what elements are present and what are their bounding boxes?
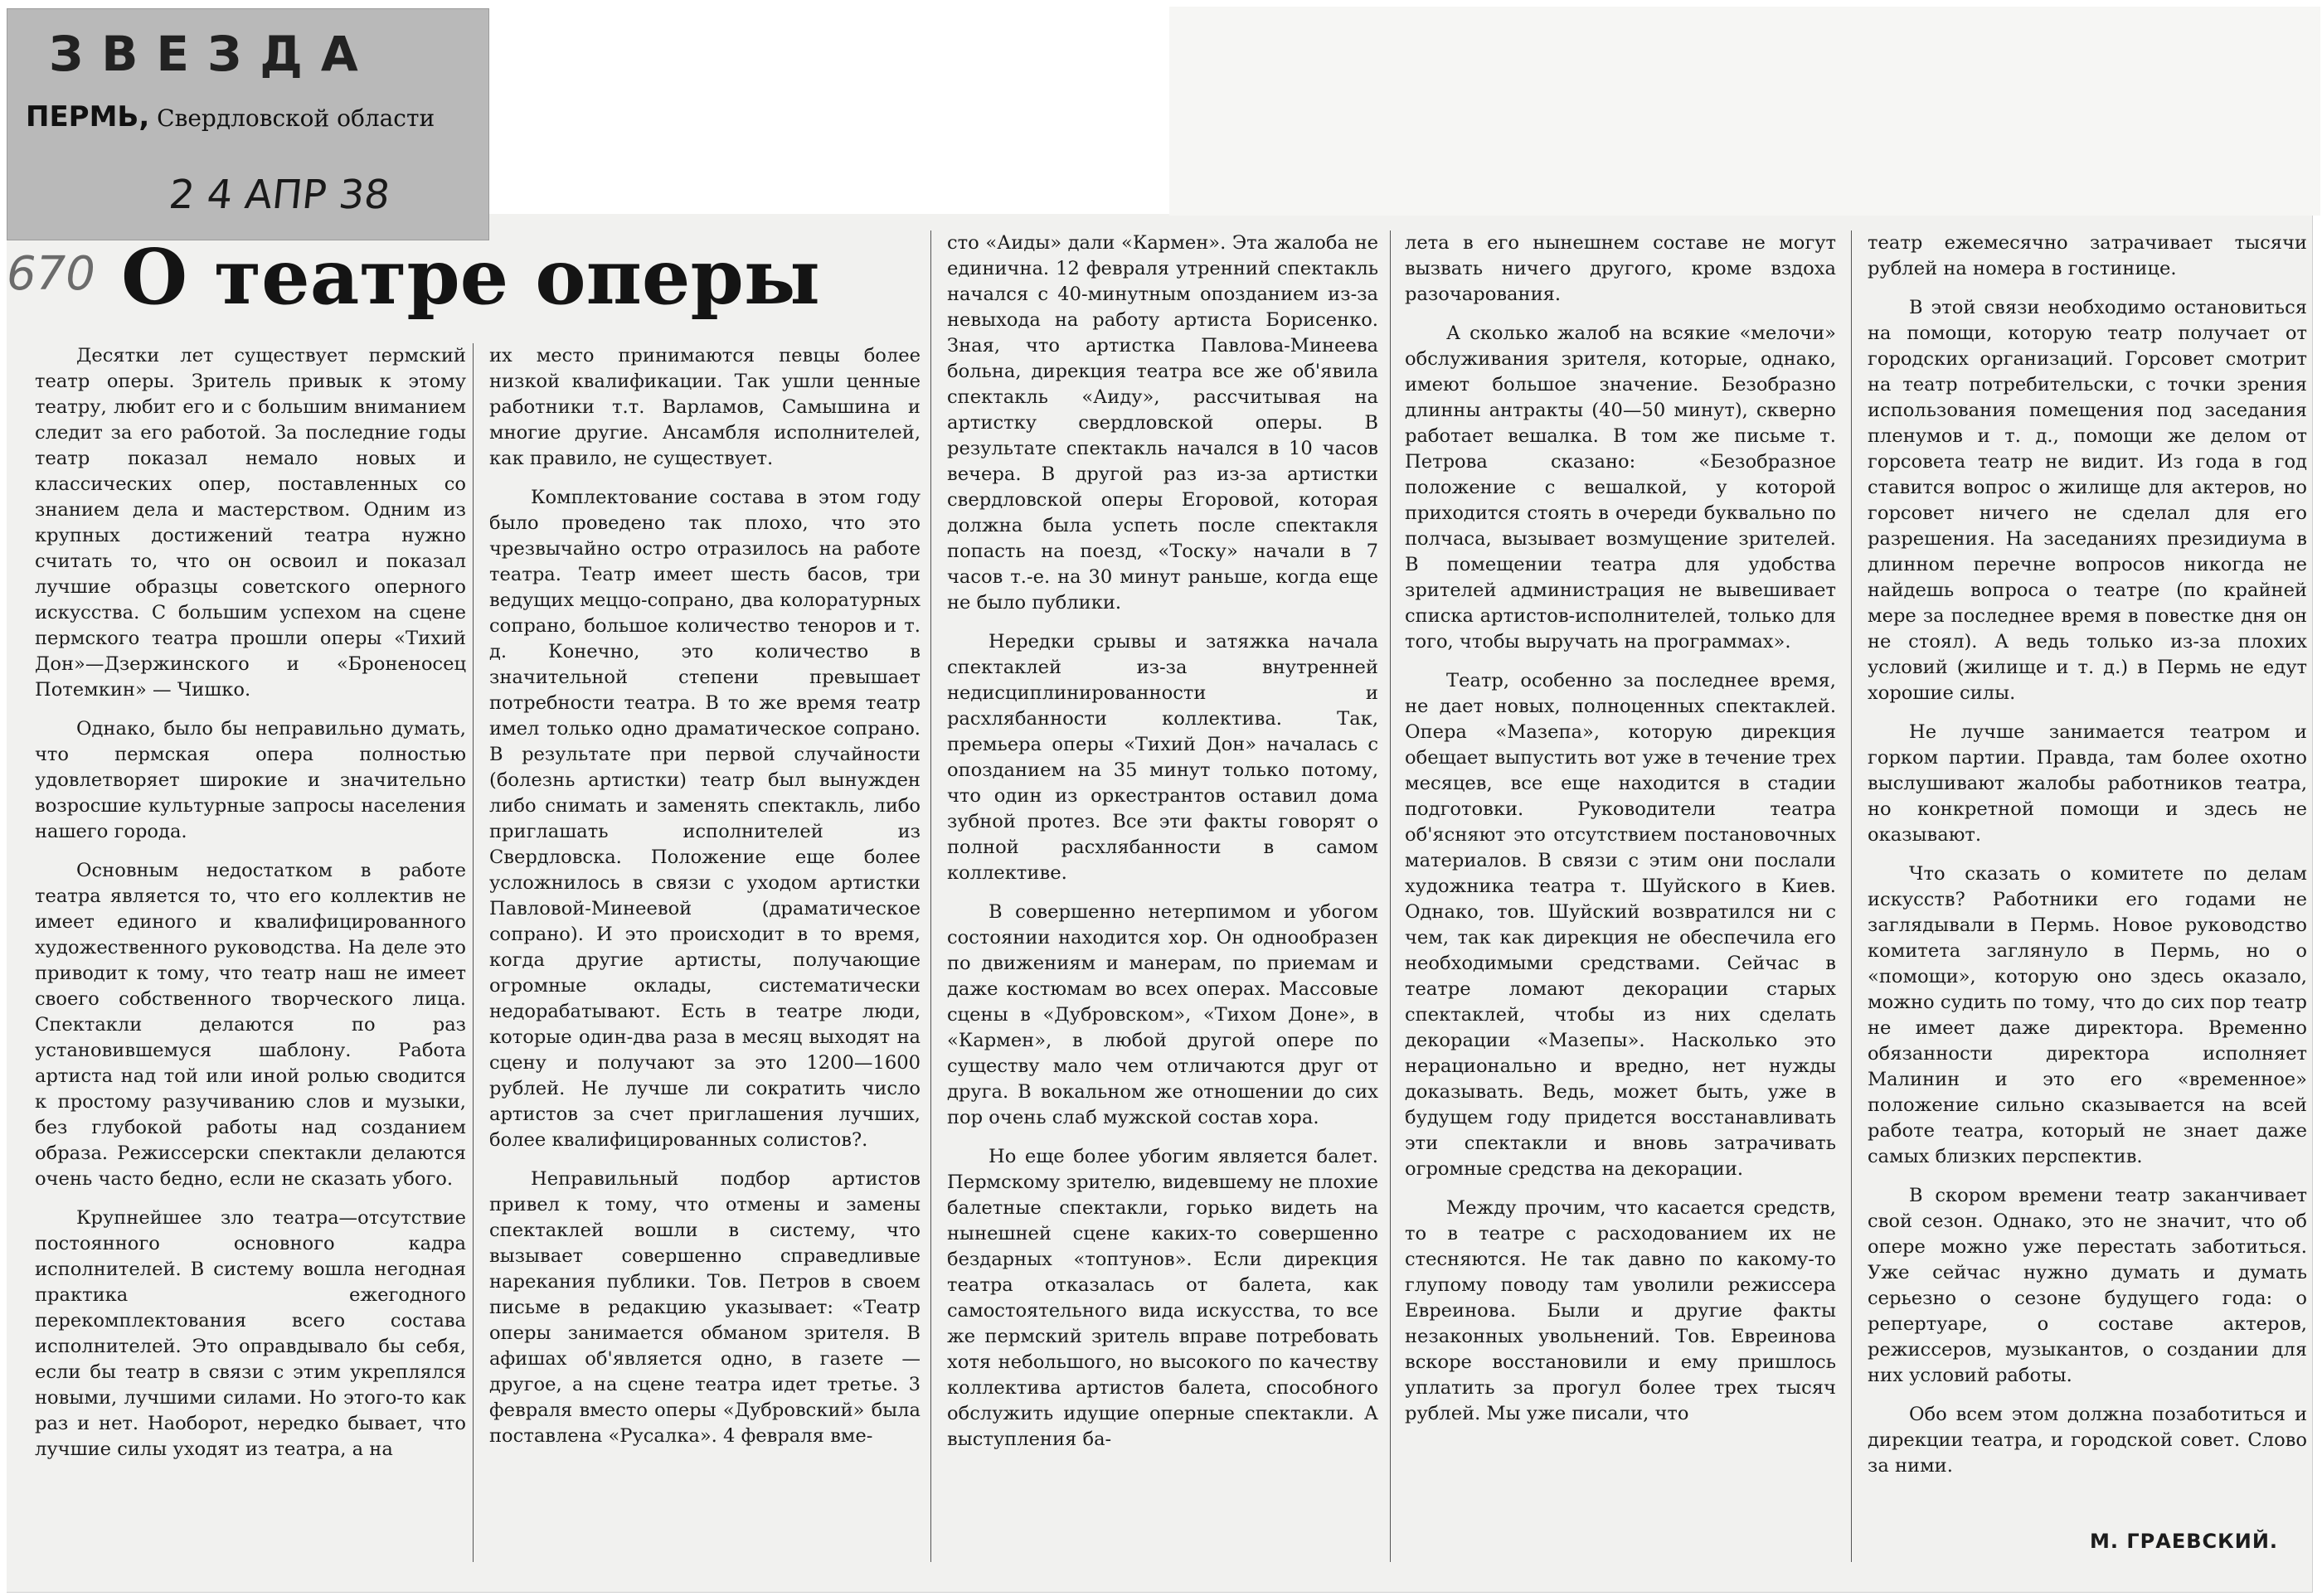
author-signature: М. ГРАЕВСКИЙ. [2090, 1530, 2279, 1553]
column-divider [930, 230, 931, 1562]
paragraph: Но еще более убогим является балет. Пермскому зрителю, видевшему не плохие балетные спектакли, горько видеть на нынешней сцене каких-то совершенно бездарных «топтунов». Если дирекция театра отказалась от балета, как самостоятельного вида искусства, то все же пермский зритель вправе потребовать хотя небольшого, но высокого по качеству коллектива артистов балета, способного обслужить идущие оперные спектакли. А выступления ба- [947, 1146, 1378, 1450]
paragraph: лета в его нынешнем составе не могут вызвать ничего другого, кроме вздоха разочарования. [1405, 232, 1836, 305]
article-column-2 [489, 343, 921, 1562]
paragraph: Основным недостатком в работе театра является то, что его коллектив не имеет единого и квалифицированного художественного руководства. На деле это приводит к тому, что театр наш не имеет своего собственного творческого лица. Спектакли делаются по раз установившемуся шаблону. Работа артиста над той или иной ролью сводится к простому разучиванию слов и музыки, без глубокой работы над созданием образа. Режиссерски спектакли делаются очень часто бедно, если не сказать убого. [35, 860, 466, 1190]
paragraph: Нередки срывы и затяжка начала спектаклей из-за внутренней недисциплинированности и расхлябанности коллектива. Так, премьера оперы «Тихий Дон» началась с опозданием на 35 минут только потому, что один из оркестрантов оставил дома зубной протез. Все эти факты говорят о полной расхлябанности в самом коллективе. [947, 631, 1378, 884]
clipping-top-strip [1169, 7, 2320, 216]
archive-number: 670 [7, 247, 95, 301]
paragraph: Однако, было бы неправильно думать, что пермская опера полностью удовлетворяет широкие и значительно возросшие культурные запросы населения нашего города. [35, 718, 466, 842]
article-column-4 [1405, 230, 1836, 1557]
masthead-stamp [7, 8, 489, 240]
paragraph: сто «Аиды» дали «Кармен». Эта жалоба не единична. 12 февраля утренний спектакль начался с 40-минутным опозданием из-за невыхода на работу артиста Борисенко. Зная, что артистка Павлова-Минеева больна, дирекция театра все же об'явила спектакль «Аиду», рассчитывая на артистку свердловской оперы. В результате спектакль начался в 10 часов вечера. В другой раз из-за артистки свердловской оперы Егоровой, которая должна была успеть после спектакля попасть на поезд, «Тоску» начали в 7 часов т.-е. на 30 минут раньше, когда еще не было публики. [947, 232, 1378, 614]
date-stamp: 2 4 АПР 38 [167, 172, 392, 218]
column-divider [1390, 230, 1391, 1562]
column-divider [1851, 230, 1852, 1562]
paragraph: Театр, особенно за последнее время, не дает новых, полноценных спектаклей. Опера «Мазепа», которую дирекция обещает выпустить вот уже в течение трех месяцев, все еще находится в стадии подготовки. Руководители театра об'ясняют это отсутствием постановочных материалов. В связи с этим они послали художника театра т. Шуйского в Киев. Однако, тов. Шуйский возвратился ни с чем, так как дирекция не обеспечила его необходимыми средствами. Сейчас в театре ломают декорации старых спектаклей, чтобы из них сделать декорации «Мазепы». Насколько это нерационально и вредно, нет нужды доказывать. Ведь, может быть, уже в будущем году придется восстанавливать эти спектакли и вновь затрачивать огромные средства на декорации. [1405, 670, 1836, 1180]
region-name: Свердловской области [157, 104, 435, 132]
article-column-3 [947, 230, 1378, 1557]
article-headline: О театре оперы [121, 232, 821, 322]
column-divider [473, 343, 474, 1562]
paragraph: В совершенно нетерпимом и убогом состоянии находится хор. Он однообразен по движениям и манерам, по приемам и даже костюмам во всех операх. Массовые сцены в «Дубровском», «Тихом Доне», в «Кармен», в любой другой опере по существу мало чем отличаются друг от друга. В вокальном же отношении до сих пор очень слаб мужской состав хора. [947, 901, 1378, 1128]
paragraph: Десятки лет существует пермский театр оперы. Зритель привык к этому театру, любит его и с большим вниманием следит за его работой. За последние годы театр показал немало новых и классических опер, поставленных со знанием дела и мастерством. Одним из крупных достижений театра нужно считать то, что он освоил и показал лучшие образцы советского оперного искусства. С большим успехом на сцене пермского театра прошли оперы «Тихий Дон»—Дзержинского и «Броненосец Потемкин» — Чишко. [35, 345, 466, 701]
paragraph: В этой связи необходимо остановиться на помощи, которую театр получает от городских организаций. Горсовет смотрит на театр потребительски, с точки зрения использования помещения под заседания пленумов и т. д., помощи же делом от горсовета театр не видит. Из года в год ставится вопрос о жилище для актеров, но горсовет ничего не сделал для его разрешения. На заседаниях президиума в длинном перечне вопросов никогда не найдешь вопроса о театре (по крайней мере за последнее время в повестке дня он не стоял). А ведь только из-за плохих условий (жилище и т. д.) в Пермь не едут хорошие силы. [1868, 297, 2307, 704]
article-column-5 [1868, 230, 2307, 1557]
paragraph: В скором времени театр заканчивает свой сезон. Однако, это не значит, что об опере можно уже перестать заботиться. Уже сейчас нужно думать и думать серьезно о сезоне будущего года: о репертуаре, о составе актеров, режиссеров, музыкантов, о создании для них условий работы. [1868, 1185, 2307, 1386]
paragraph: Не лучше занимается театром и горком партии. Правда, там более охотно выслушивают жалобы работников театра, но конкретной помощи и здесь не оказывают. [1868, 721, 2307, 846]
paragraph: А сколько жалоб на всякие «мелочи» обслуживания зрителя, которые, однако, имеют большое значение. Безобразно длинны антракты (40—50 минут), скверно работает вешалка. В том же письме т. Петрова сказано: «Безобразное положение с вешалкой, у которой приходится стоять в очереди буквально по полчаса, вызывает возмущение зрителей. В помещении театра для удобства зрителей администрация не вывешивает списка артистов-исполнителей, только для того, чтобы выручать на программах». [1405, 323, 1836, 652]
paragraph: Что сказать о комитете по делам искусств? Работники его годами не заглядывали в Пермь. Новое руководство комитета заглянуло в Пермь, но о «помощи», которую оно здесь оказало, можно судить по тому, что до сих пор театр не имеет даже директора. Временно обязанности директора исполняет Малинин и это его «временное» положение сильно сказывается на всей работе театра, который не знает даже самых близких перспектив. [1868, 863, 2307, 1167]
article-column-1 [35, 343, 466, 1562]
paragraph: Неправильный подбор артистов привел к тому, что отмены и замены спектаклей вошли в систему, что вызывает совершенно справедливые нарекания публики. Тов. Петров в своем письме в редакцию указывает: «Театр оперы занимается обманом зрителя. В афишах об'является одно, в газете — другое, а на сцене театра идет третье. 3 февраля вместо оперы «Дубровский» была поставлена «Русалка». 4 февраля вме- [489, 1168, 921, 1447]
newspaper-name: ЗВЕЗДА [49, 26, 376, 82]
city-name: ПЕРМЬ, [26, 100, 150, 133]
paragraph: Комплектование состава в этом году было проведено так плохо, что это чрезвычайно остро отразилось на работе театра. Театр имеет шесть басов, три ведущих меццо-сопрано, два колоратурных сопрано, большое количество теноров и т. д. Конечно, это количество в значительной степени превышает потребности театра. В то же время театр имел только одно драматическое сопрано. В результате при первой случайности (болезнь артистки) театр был вынужден либо снимать и заменять спектакль, либо приглашать исполнителей из Свердловска. Положение еще более усложнилось в связи с уходом артистки Павловой-Минеевой (драматическое сопрано). И это происходит в то время, когда другие артисты, получающие огромные оклады, систематически недорабатывают. Есть в театре люди, которые один-два раза в месяц выходят на сцену и получают за это 1200—1600 рублей. Не лучше ли сократить число артистов за счет приглашения лучших, более квалифицированных солистов?. [489, 487, 921, 1151]
newspaper-location [26, 100, 490, 133]
paragraph: Обо всем этом должна позаботиться и дирекции театра, и городской совет. Слово за ними. [1868, 1404, 2307, 1477]
paragraph: их место принимаются певцы более низкой квалификации. Так ушли ценные работники т.т. Варламов, Самышина и многие другие. Ансамбля исполнителей, как правило, не существует. [489, 345, 921, 469]
paragraph: Крупнейшее зло театра—отсутствие постоянного основного кадра исполнителей. В систему вошла негодная практика ежегодного перекомплектования всего состава исполнителей. Это оправдывало бы себя, если бы театр в связи с этим укреплялся новыми, лучшими силами. Но этого-то как раз и нет. Наоборот, нередко бывает, что лучшие силы уходят из театра, а на [35, 1207, 466, 1460]
paragraph: театр ежемесячно затрачивает тысячи рублей на номера в гостинице. [1868, 232, 2307, 279]
paragraph: Между прочим, что касается средств, то в театре с расходованием их не стесняются. Не так давно по какому-то глупому поводу там уволили режиссера Евреинова. Были и другие факты незаконных увольнений. Тов. Евреинова вскоре восстановили и ему пришлось уплатить за прогул более трех тысяч рублей. Мы уже писали, что [1405, 1197, 1836, 1424]
